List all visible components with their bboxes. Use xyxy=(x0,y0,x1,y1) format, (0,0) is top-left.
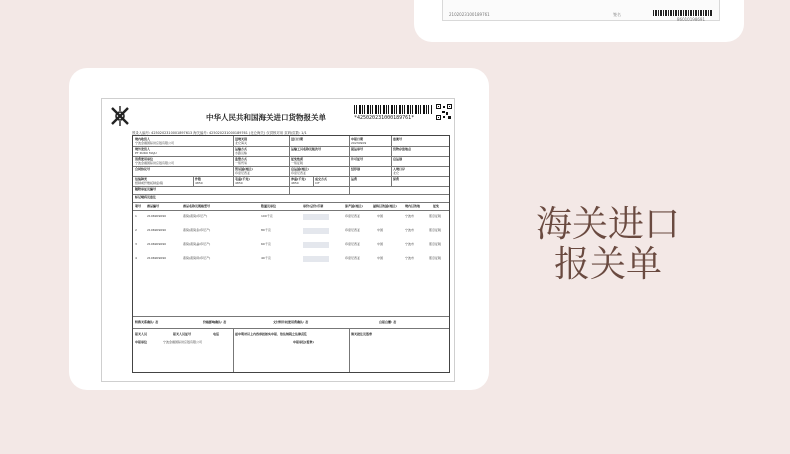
col-code: 商品编号 xyxy=(147,204,160,208)
customs-emblem-icon xyxy=(108,104,132,128)
item-4-no: 4 xyxy=(135,256,137,260)
label-tax-nature: 征免性质 xyxy=(291,157,304,161)
item-3-name: 燕窝(燕窝盏/印尼产) xyxy=(183,242,211,246)
value-net: 4850 xyxy=(291,181,299,185)
item-4-name: 燕窝(燕窝碎/印尼产) xyxy=(183,256,211,260)
value-entry-port: 北仑海关 xyxy=(235,141,248,145)
top-doc-stamp: 签名 xyxy=(613,12,621,17)
label-loading-port: 启运港 xyxy=(393,157,403,161)
document-barcode xyxy=(354,105,432,114)
item-2-name: 燕窝(燕窝条/印尼产) xyxy=(183,228,211,232)
item-1-qty: 100千克 xyxy=(261,214,273,218)
item-1-price-redacted xyxy=(303,214,329,220)
item-3-price-redacted xyxy=(303,242,329,248)
col-qty: 数量及单位 xyxy=(261,204,277,208)
label-net: 净重(千克) xyxy=(291,177,306,181)
qr-code-icon xyxy=(436,104,452,120)
value-pieces: 4850 xyxy=(195,181,203,185)
label-user-unit: 消费使用单位 xyxy=(135,157,154,161)
label-via-port: 经停港 xyxy=(351,167,361,171)
label-overseas-shipper: 境外发货人 xyxy=(135,147,151,151)
label-record-no: 备案号 xyxy=(393,137,403,141)
label-storage: 货物存放地点 xyxy=(393,147,412,151)
value-gross: 4850 xyxy=(235,181,243,185)
value-user-unit: 宁波金瀚国际供应链有限公司 xyxy=(135,161,175,165)
label-bill-no: 提运单号 xyxy=(351,147,364,151)
label-customs-remark: 海关批注及签章 xyxy=(351,332,373,336)
item-4-origin: 印度尼西亚 xyxy=(345,256,361,260)
label-self-report: 自报自缴: 否 xyxy=(379,320,397,324)
item-2-no: 2 xyxy=(135,228,137,232)
item-2-domestic: 宁波市 xyxy=(405,228,415,232)
item-3-qty: 60千克 xyxy=(261,242,271,246)
label-freight: 运费 xyxy=(351,177,358,181)
top-doc-barcode xyxy=(653,10,713,16)
value-transport: 水路运输 xyxy=(235,151,248,155)
declaration-table xyxy=(132,135,450,373)
value-tax-nature: 一般征税 xyxy=(291,161,304,165)
label-declarer: 报关人员 xyxy=(135,332,148,336)
item-4-code: 2106909090 xyxy=(147,256,167,260)
label-entry-port: 进境关别 xyxy=(235,137,248,141)
item-4-domestic: 宁波市 xyxy=(405,256,415,260)
col-no: 项号 xyxy=(135,204,142,208)
item-2-tax: 照章征税 xyxy=(429,228,442,232)
label-declare-date: 申报日期 xyxy=(351,137,364,141)
label-trade-country: 贸易国(地区) xyxy=(235,167,253,171)
label-consignee: 境内收货人 xyxy=(135,137,151,141)
label-gross: 毛重(千克) xyxy=(235,177,250,181)
item-1-domestic: 宁波市 xyxy=(405,214,415,218)
document-title: 中华人民共和国海关进口货物报关单 xyxy=(206,113,326,122)
value-package: 纸制或纤维板制盒/箱 xyxy=(135,181,164,185)
item-2-origin: 印度尼西亚 xyxy=(345,228,361,232)
label-contract: 合同协议号 xyxy=(135,167,151,171)
item-2-code: 2106909090 xyxy=(147,228,167,232)
document-header-line: 预录入编号: 4250202310001897613 海关编号: 425020231000189761 (北仑海关) 仅供核对用 页码/页数: 1/1 xyxy=(132,131,307,135)
value-declare-unit: 宁波金瀚国际供应链有限公司 xyxy=(163,340,203,344)
label-pieces: 件数 xyxy=(195,177,202,181)
label-terms: 成交方式 xyxy=(315,177,328,181)
col-domestic: 境内目的地 xyxy=(405,204,421,208)
item-3-no: 3 xyxy=(135,242,137,246)
side-heading-line-2: 报关单 xyxy=(553,244,662,285)
item-3-origin: 印度尼西亚 xyxy=(345,242,361,246)
value-supervision: 一般贸易 xyxy=(235,161,248,165)
label-package: 包装种类 xyxy=(135,177,148,181)
item-4-qty: 40千克 xyxy=(261,256,271,260)
item-4-tax: 照章征税 xyxy=(429,256,442,260)
col-tax: 征免 xyxy=(433,204,440,208)
side-heading-line-1: 海关进口 xyxy=(535,204,680,245)
col-dest: 最终目的国(地区) xyxy=(373,204,397,208)
label-vessel: 运输工具名称及航次号 xyxy=(291,147,322,151)
item-2-qty: 80千克 xyxy=(261,228,271,232)
item-3-code: 2106909090 xyxy=(147,242,167,246)
label-declarer-id: 报关人员证号 xyxy=(173,332,192,336)
label-unit-sign: 申报单位(签章) xyxy=(293,340,314,344)
label-price-effect: 价格影响确认: 否 xyxy=(203,320,227,324)
value-terms: CIF xyxy=(315,181,320,185)
label-insurance: 保费 xyxy=(393,177,400,181)
item-1-name: 燕窝(燕窝/印尼产) xyxy=(183,214,208,218)
label-transport: 运输方式 xyxy=(235,147,248,151)
item-3-dest: 中国 xyxy=(377,242,384,246)
col-price: 单价/总价/币制 xyxy=(303,204,324,208)
label-declare-unit: 申报单位 xyxy=(135,340,148,344)
value-overseas-shipper: PT RUKO MAJU xyxy=(135,151,157,155)
customs-declaration-document xyxy=(101,98,455,382)
value-declare-date: 20230909 xyxy=(351,141,367,145)
item-1-dest: 中国 xyxy=(377,214,384,218)
document-barcode-number: *425020231000189761* xyxy=(354,115,415,121)
item-4-price-redacted xyxy=(303,256,329,262)
top-doc-barcode-number: 86010198691 xyxy=(677,17,705,22)
label-entry-place: 入境口岸 xyxy=(393,167,406,171)
side-heading xyxy=(528,205,688,285)
item-1-code: 2106909090 xyxy=(147,214,167,218)
col-origin: 原产国(地区) xyxy=(345,204,363,208)
top-document-card xyxy=(414,0,744,42)
document-card xyxy=(69,68,489,390)
item-1-origin: 印度尼西亚 xyxy=(345,214,361,218)
label-supervision: 监管方式 xyxy=(235,157,248,161)
label-origin-country: 启运国(地区) xyxy=(291,167,309,171)
value-origin-country: 印度尼西亚 xyxy=(291,171,307,175)
value-consignee: 宁波金瀚国际供应链有限公司 xyxy=(135,141,175,145)
top-doc-number: 2102023100189761 xyxy=(449,12,490,17)
col-name: 商品名称及规格型号 xyxy=(183,204,211,208)
label-import-date: 进口日期 xyxy=(291,137,304,141)
value-trade-country: 印度尼西亚 xyxy=(235,171,251,175)
value-entry-place: 北仑 xyxy=(393,171,400,175)
item-1-no: 1 xyxy=(135,214,137,218)
label-special: 特殊关系确认: 否 xyxy=(135,320,159,324)
item-1-tax: 照章征税 xyxy=(429,214,442,218)
item-2-price-redacted xyxy=(303,228,329,234)
label-docs: 随附单证及编号 xyxy=(135,187,157,191)
top-document-preview xyxy=(442,0,720,21)
label-license: 许可证号 xyxy=(351,157,364,161)
item-3-domestic: 宁波市 xyxy=(405,242,415,246)
item-2-dest: 中国 xyxy=(377,228,384,232)
item-4-dest: 中国 xyxy=(377,256,384,260)
label-phone: 电话 xyxy=(213,332,220,336)
item-3-tax: 照章征税 xyxy=(429,242,442,246)
label-marks: 标记唛码及备注 xyxy=(135,195,157,199)
label-statement: 兹申明对以上内容承担如实申报、依法纳税之法律责任 xyxy=(235,332,308,336)
label-royalty: 支付特许权使用费确认: 否 xyxy=(273,320,309,324)
